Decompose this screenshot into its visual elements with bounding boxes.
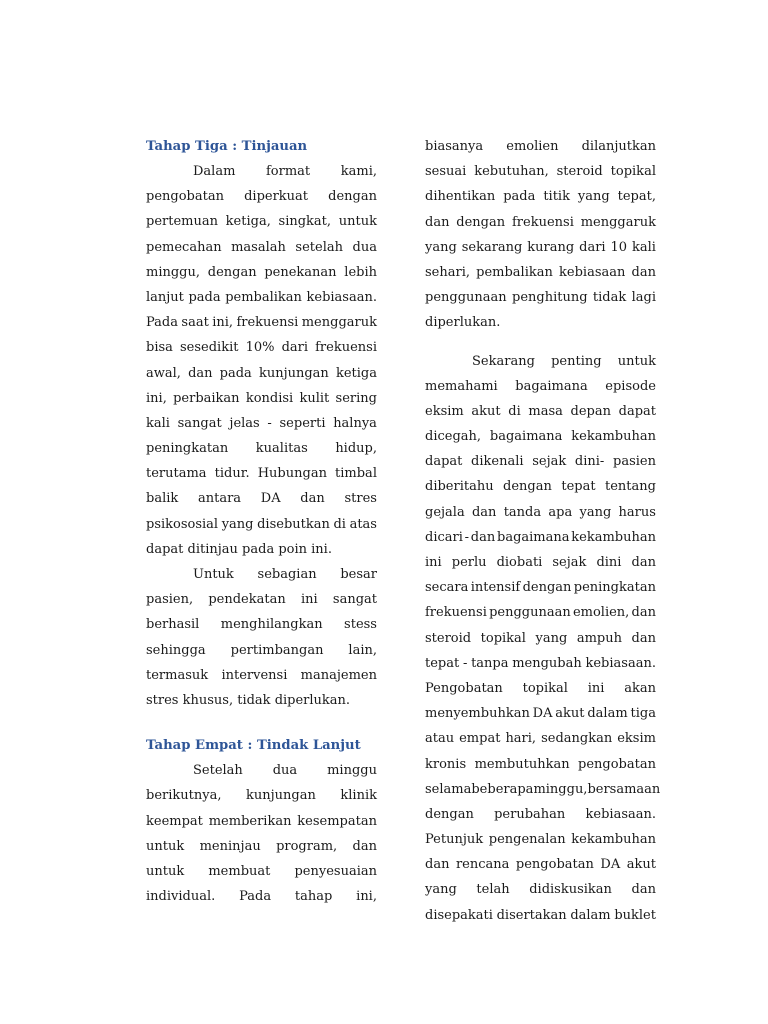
text-line: stres khusus, tidak diperlukan. bbox=[146, 692, 351, 708]
text-line: atau empat hari, sedangkan eksim bbox=[425, 731, 656, 747]
text-line: diberitahu dengan tepat tentang bbox=[425, 479, 656, 495]
left-column bbox=[146, 134, 377, 909]
text-line: selama beberapa minggu, bersamaan bbox=[425, 781, 661, 797]
paragraph-untuk-sebagian bbox=[146, 562, 377, 713]
text-line: terutama tidur. Hubungan timbal bbox=[146, 466, 377, 482]
text-line: pertemuan ketiga, singkat, untuk bbox=[146, 214, 377, 230]
text-line: psikososial yang disebutkan di atas bbox=[146, 516, 377, 532]
text-line: dihentikan pada titik yang tepat, bbox=[425, 189, 656, 205]
text-line: dicari - dan bagaimana kekambuhan bbox=[425, 529, 656, 545]
text-line: penggunaan penghitung tidak lagi bbox=[425, 290, 656, 306]
text-line: berikutnya, kunjungan klinik bbox=[146, 788, 377, 804]
text-line: sehari, pembalikan kebiasaan dan bbox=[425, 264, 656, 280]
text-line: awal, dan pada kunjungan ketiga bbox=[146, 365, 377, 381]
paragraph-sekarang bbox=[425, 349, 661, 928]
text-line: yang sekarang kurang dari 10 kali bbox=[425, 239, 656, 255]
text-line: frekuensi penggunaan emolien, dan bbox=[425, 605, 656, 621]
text-line: untuk meninjau program, dan bbox=[146, 838, 377, 854]
text-line: ini, perbaikan kondisi kulit sering bbox=[146, 390, 377, 406]
text-line: yang telah didiskusikan dan bbox=[425, 882, 656, 898]
text-line: pengobatan diperkuat dengan bbox=[146, 189, 377, 205]
text-line: peningkatan kualitas hidup, bbox=[146, 441, 377, 457]
text-line: dicegah, bagaimana kekambuhan bbox=[425, 429, 656, 445]
text-line: Pada saat ini, frekuensi menggaruk bbox=[146, 315, 377, 331]
text-line: kali sangat jelas - seperti halnya bbox=[146, 415, 377, 431]
text-line: keempat memberikan kesempatan bbox=[146, 813, 377, 829]
text-line: dapat ditinjau pada poin ini. bbox=[146, 541, 332, 557]
text-line: Dalam format kami, bbox=[193, 164, 377, 179]
section-gap bbox=[146, 713, 377, 733]
text-line: untuk membuat penyesuaian bbox=[146, 863, 377, 879]
text-line: menyembuhkan DA akut dalam tiga bbox=[425, 706, 656, 722]
text-line: eksim akut di masa depan dapat bbox=[425, 403, 656, 419]
text-line: Petunjuk pengenalan kekambuhan bbox=[425, 832, 656, 848]
text-line: Untuk sebagian besar bbox=[193, 567, 377, 582]
text-line: lanjut pada pembalikan kebiasaan. bbox=[146, 289, 377, 305]
text-line: tepat - tanpa mengubah kebiasaan. bbox=[425, 655, 656, 671]
text-line: Setelah dua minggu bbox=[193, 763, 377, 779]
text-line: gejala dan tanda apa yang harus bbox=[425, 504, 656, 520]
right-column bbox=[425, 134, 661, 928]
text-line: pemecahan masalah setelah dua bbox=[146, 239, 377, 255]
text-line: steroid topikal yang ampuh dan bbox=[425, 630, 656, 646]
text-line: biasanya emolien dilanjutkan bbox=[425, 139, 656, 154]
paragraph-tahap-tiga bbox=[146, 159, 377, 562]
text-line: dan dengan frekuensi menggaruk bbox=[425, 214, 656, 230]
text-line: individual. Pada tahap ini, bbox=[146, 889, 377, 905]
text-line: termasuk intervensi manajemen bbox=[146, 667, 377, 683]
text-line: sehingga pertimbangan lain, bbox=[146, 642, 377, 658]
text-line: pasien, pendekatan ini sangat bbox=[146, 592, 377, 608]
paragraph-biasanya bbox=[425, 134, 656, 336]
text-line: kronis membutuhkan pengobatan bbox=[425, 756, 656, 772]
text-line: dengan perubahan kebiasaan. bbox=[425, 806, 656, 822]
heading-tahap-tiga: Tahap Tiga : Tinjauan bbox=[146, 139, 308, 154]
text-line: disepakati disertakan dalam buklet bbox=[425, 907, 656, 923]
text-line: bisa sesedikit 10% dari frekuensi bbox=[146, 340, 377, 356]
text-line: Sekarang penting untuk bbox=[472, 353, 656, 369]
text-line: memahami bagaimana episode bbox=[425, 378, 656, 394]
text-line: secara intensif dengan peningkatan bbox=[425, 580, 656, 596]
text-line: dapat dikenali sejak dini- pasien bbox=[425, 454, 656, 470]
text-line: dan rencana pengobatan DA akut bbox=[425, 857, 656, 873]
text-line: diperlukan. bbox=[425, 315, 501, 331]
paragraph-tahap-empat bbox=[146, 758, 377, 909]
paragraph-gap bbox=[425, 336, 656, 349]
text-line: Pengobatan topikal ini akan bbox=[425, 680, 656, 696]
text-line: ini perlu diobati sejak dini dan bbox=[425, 555, 656, 570]
heading-tahap-empat: Tahap Empat : Tindak Lanjut bbox=[146, 738, 361, 754]
text-line: sesuai kebutuhan, steroid topikal bbox=[425, 164, 656, 180]
text-line: balik antara DA dan stres bbox=[146, 491, 377, 507]
text-line: berhasil menghilangkan stess bbox=[146, 617, 377, 633]
text-line: minggu, dengan penekanan lebih bbox=[146, 264, 377, 280]
